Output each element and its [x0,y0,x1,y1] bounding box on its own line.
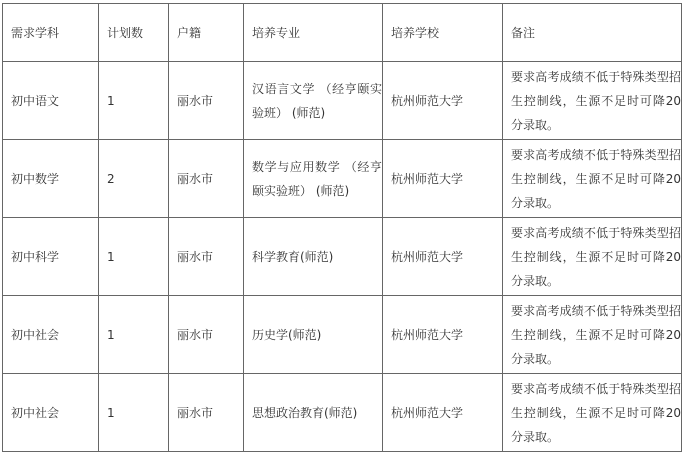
cell-note [503,218,682,296]
cell-note [503,374,682,452]
cell-note-text: 要求高考成绩不低于特殊类型招生控制线，生源不足时可降20分录取。 [511,303,681,366]
cell-residence: 丽水市 [169,140,244,218]
cell-major-text: 汉语言文学 （经亨颐实验班） (师范) [252,81,382,120]
cell-major [244,218,383,296]
header-major: 培养专业 [244,4,383,62]
table-row [3,374,682,452]
cell-note-text: 要求高考成绩不低于特殊类型招生控制线，生源不足时可降20分录取。 [511,69,681,132]
cell-subject: 初中社会 [3,296,99,374]
cell-major-text: 历史学(师范) [252,327,322,342]
cell-major [244,140,383,218]
cell-major [244,62,383,140]
table-row [3,296,682,374]
cell-count: 1 [99,374,169,452]
cell-note-text: 要求高考成绩不低于特殊类型招生控制线，生源不足时可降20分录取。 [511,147,681,210]
cell-major-text: 科学教育(师范) [252,249,334,264]
cell-note [503,62,682,140]
cell-school: 杭州师范大学 [383,218,503,296]
cell-note [503,296,682,374]
cell-residence: 丽水市 [169,62,244,140]
table-header-row [3,4,682,62]
cell-school: 杭州师范大学 [383,374,503,452]
cell-major-text: 思想政治教育(师范) [252,405,358,420]
header-school: 培养学校 [383,4,503,62]
table-row [3,140,682,218]
cell-note [503,140,682,218]
table-row [3,218,682,296]
header-residence: 户籍 [169,4,244,62]
cell-note-text: 要求高考成绩不低于特殊类型招生控制线，生源不足时可降20分录取。 [511,225,681,288]
cell-subject: 初中数学 [3,140,99,218]
cell-residence: 丽水市 [169,218,244,296]
table-row [3,62,682,140]
cell-count: 1 [99,296,169,374]
cell-major-text: 数学与应用数学 （经亨颐实验班） (师范) [252,159,382,198]
cell-count: 2 [99,140,169,218]
cell-residence: 丽水市 [169,296,244,374]
header-count: 计划数 [99,4,169,62]
cell-count: 1 [99,218,169,296]
cell-subject: 初中社会 [3,374,99,452]
cell-major [244,374,383,452]
recruitment-table [2,3,682,452]
cell-note-text: 要求高考成绩不低于特殊类型招生控制线，生源不足时可降20分录取。 [511,381,681,444]
cell-count: 1 [99,62,169,140]
cell-school: 杭州师范大学 [383,62,503,140]
cell-subject: 初中语文 [3,62,99,140]
cell-residence: 丽水市 [169,374,244,452]
cell-major [244,296,383,374]
header-note: 备注 [503,4,682,62]
header-subject: 需求学科 [3,4,99,62]
cell-subject: 初中科学 [3,218,99,296]
cell-school: 杭州师范大学 [383,296,503,374]
cell-school: 杭州师范大学 [383,140,503,218]
